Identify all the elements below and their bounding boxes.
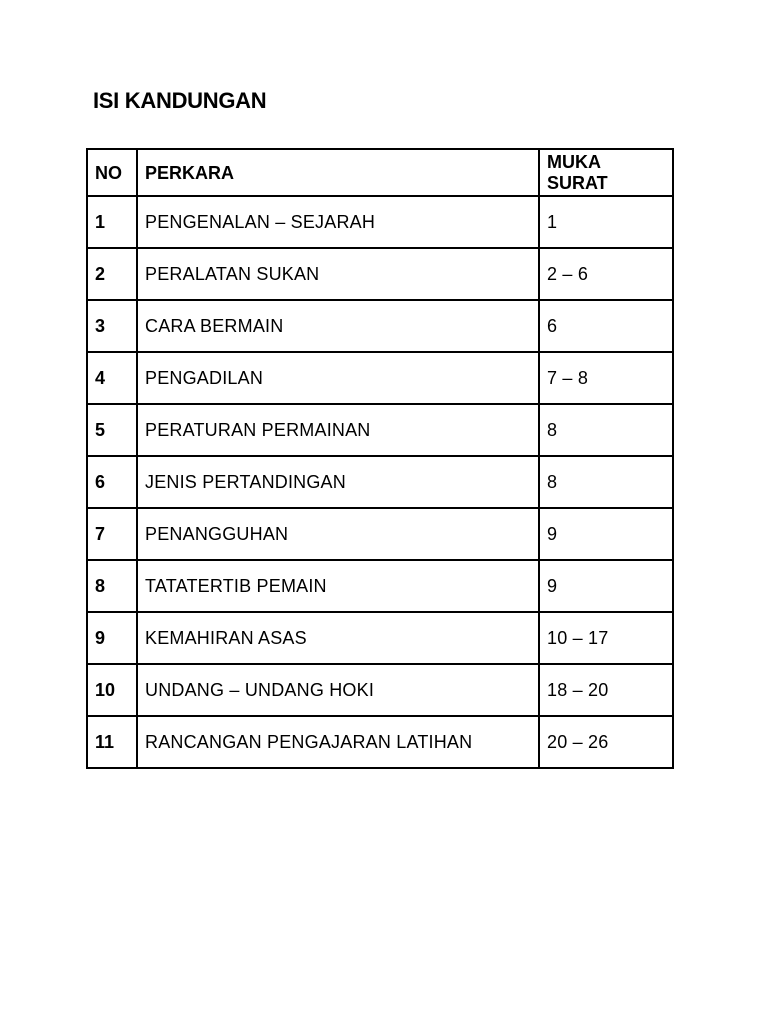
table-row — [87, 612, 673, 664]
header-no: NO — [87, 149, 137, 196]
table-body — [87, 196, 673, 768]
row-item: PERALATAN SUKAN — [137, 248, 539, 300]
row-item: TATATERTIB PEMAIN — [137, 560, 539, 612]
row-page: 20 – 26 — [539, 716, 673, 768]
row-item: JENIS PERTANDINGAN — [137, 456, 539, 508]
table-row — [87, 664, 673, 716]
header-row — [87, 149, 673, 196]
table-row — [87, 300, 673, 352]
row-page: 8 — [539, 456, 673, 508]
table-row — [87, 196, 673, 248]
row-number: 10 — [87, 664, 137, 716]
row-number: 9 — [87, 612, 137, 664]
row-item: UNDANG – UNDANG HOKI — [137, 664, 539, 716]
row-page: 6 — [539, 300, 673, 352]
table-of-contents — [86, 148, 674, 769]
table-row — [87, 248, 673, 300]
table-row — [87, 508, 673, 560]
table-row — [87, 404, 673, 456]
row-item: CARA BERMAIN — [137, 300, 539, 352]
row-number: 6 — [87, 456, 137, 508]
row-page: 7 – 8 — [539, 352, 673, 404]
header-item: PERKARA — [137, 149, 539, 196]
table-row — [87, 560, 673, 612]
row-number: 5 — [87, 404, 137, 456]
header-page-line1: MUKA — [547, 152, 601, 172]
page-title: ISI KANDUNGAN — [93, 88, 267, 113]
row-page: 2 – 6 — [539, 248, 673, 300]
row-number: 3 — [87, 300, 137, 352]
row-item: PENANGGUHAN — [137, 508, 539, 560]
row-page: 1 — [539, 196, 673, 248]
header-page-line2: SURAT — [547, 173, 608, 193]
row-number: 7 — [87, 508, 137, 560]
row-item: RANCANGAN PENGAJARAN LATIHAN — [137, 716, 539, 768]
row-number: 2 — [87, 248, 137, 300]
row-page: 9 — [539, 508, 673, 560]
row-item: PERATURAN PERMAINAN — [137, 404, 539, 456]
row-item: PENGENALAN – SEJARAH — [137, 196, 539, 248]
row-number: 4 — [87, 352, 137, 404]
table-row — [87, 456, 673, 508]
row-item: KEMAHIRAN ASAS — [137, 612, 539, 664]
header-page — [539, 149, 673, 196]
row-item: PENGADILAN — [137, 352, 539, 404]
row-number: 11 — [87, 716, 137, 768]
row-number: 1 — [87, 196, 137, 248]
row-number: 8 — [87, 560, 137, 612]
table-header — [87, 149, 673, 196]
row-page: 8 — [539, 404, 673, 456]
row-page: 9 — [539, 560, 673, 612]
row-page: 18 – 20 — [539, 664, 673, 716]
table-row — [87, 352, 673, 404]
row-page: 10 – 17 — [539, 612, 673, 664]
table-row — [87, 716, 673, 768]
